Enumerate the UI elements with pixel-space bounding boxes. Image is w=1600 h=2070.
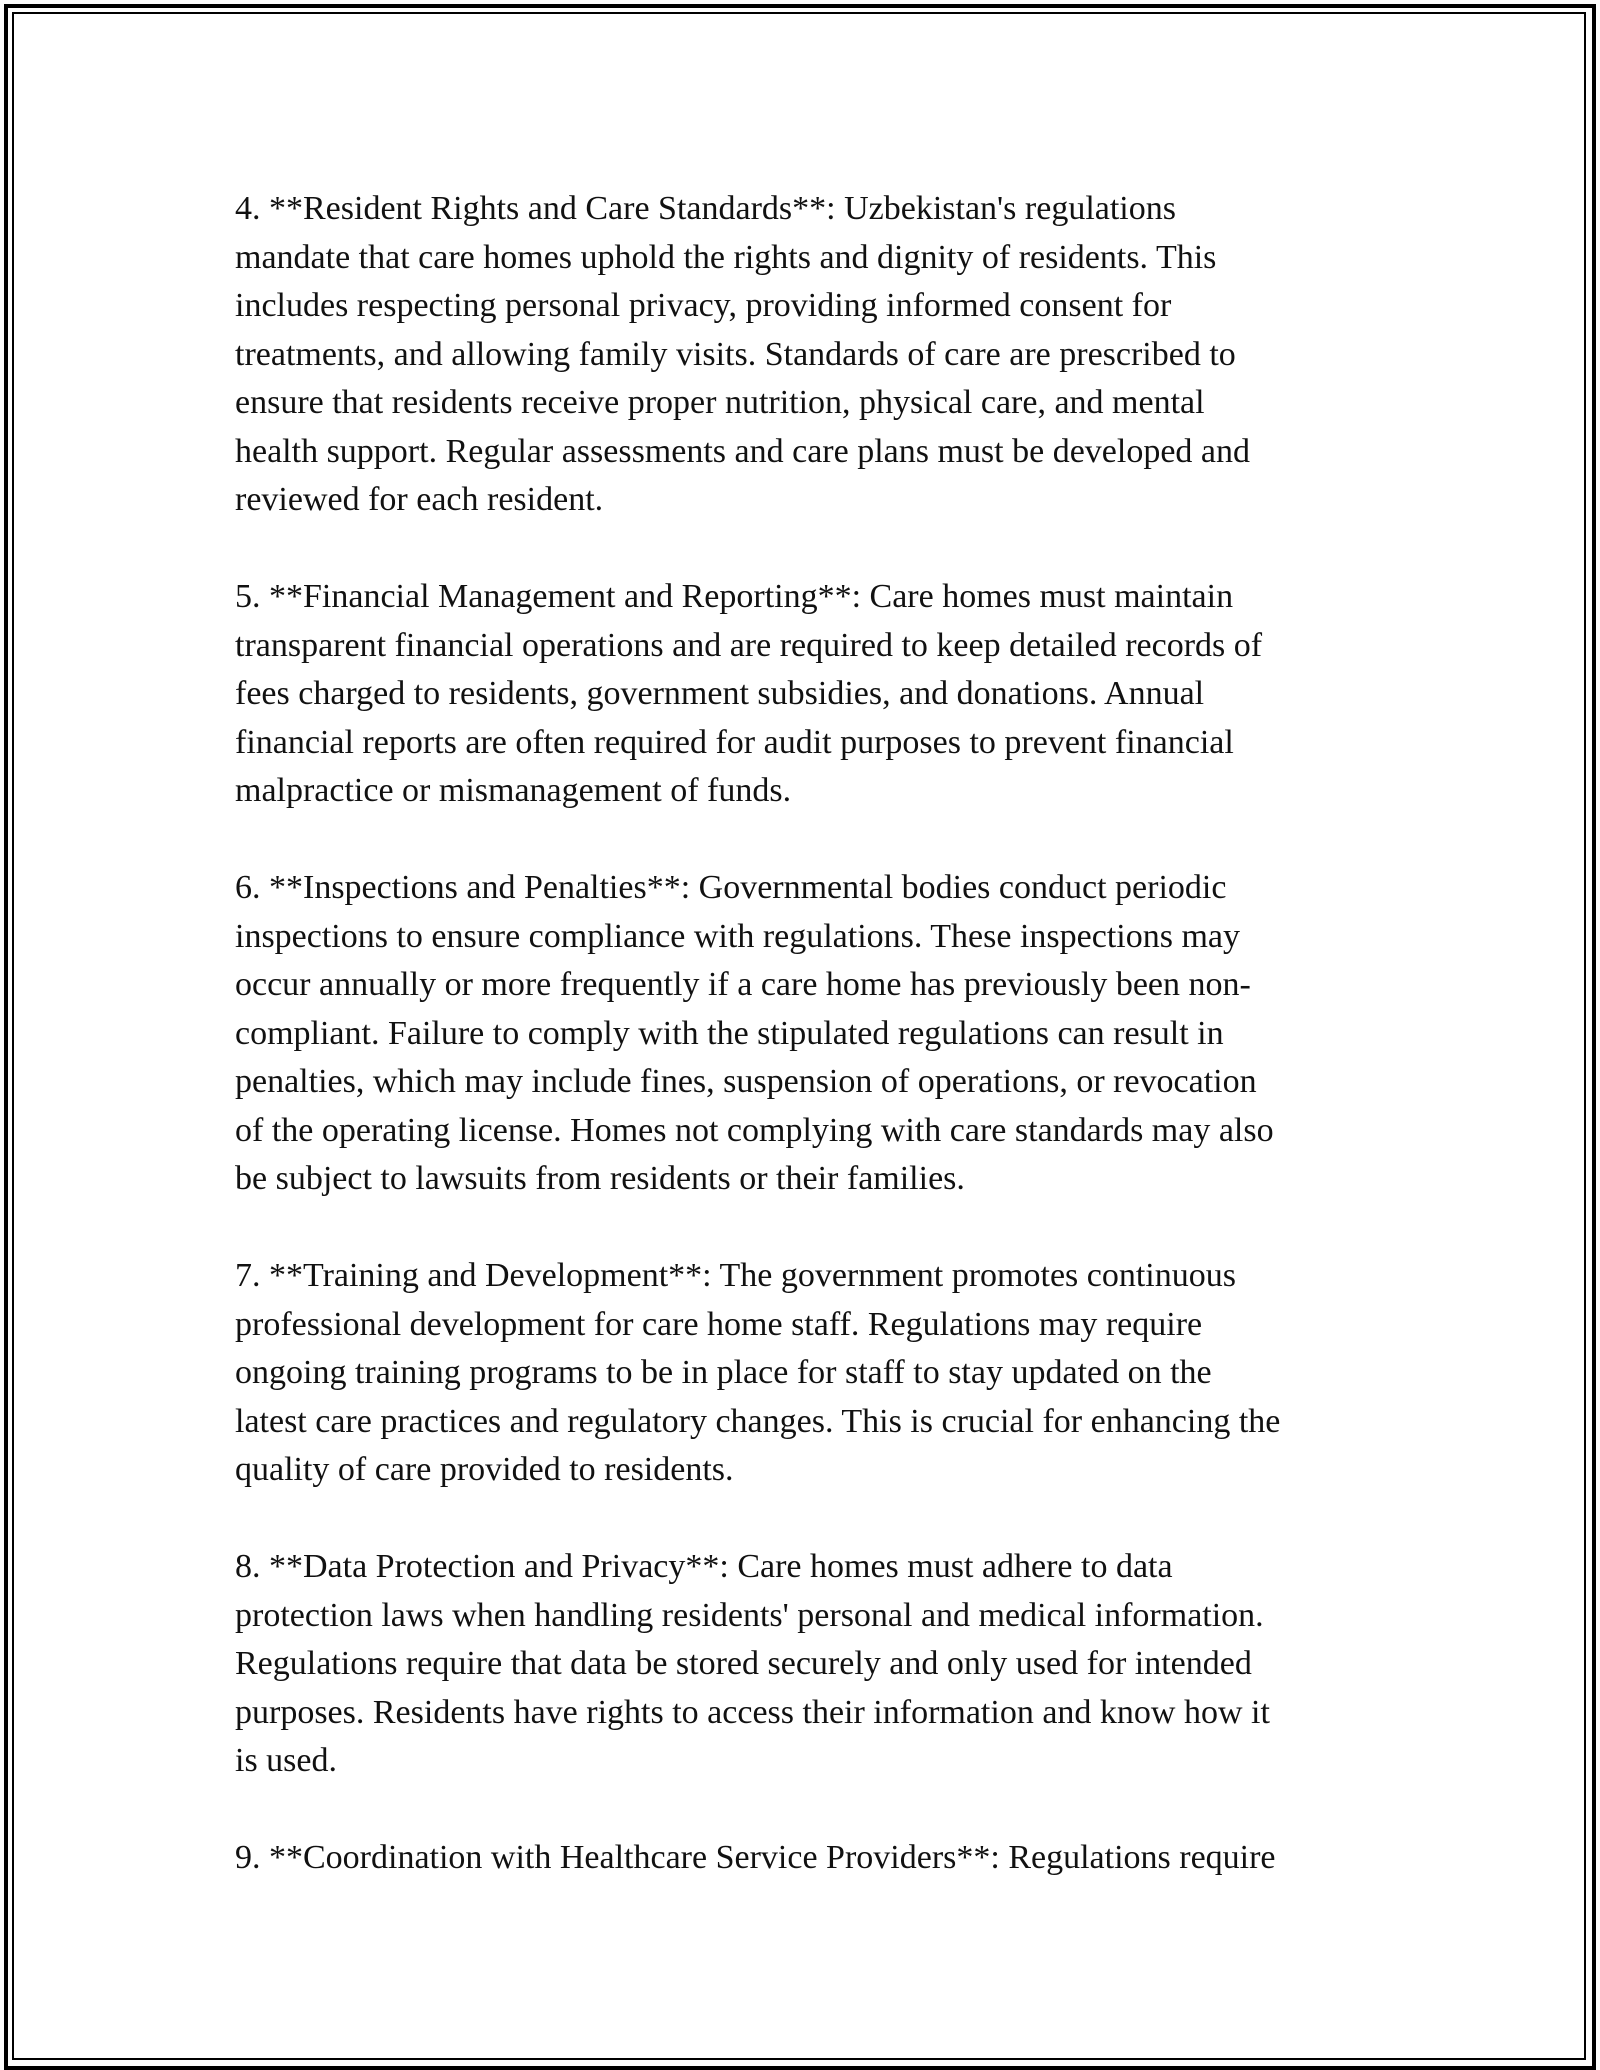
paragraph-resident-rights: [235, 185, 1375, 525]
text-line: 7. **Training and Development**: The government promotes continuous: [235, 1257, 1236, 1294]
text-line: 4. **Resident Rights and Care Standards**: Uzbekistan's regulations: [235, 190, 1176, 227]
text-line: ongoing training programs to be in place for staff to stay updated on the: [235, 1354, 1212, 1391]
paragraph-healthcare-coordination: [235, 1834, 1375, 1883]
text-line: be subject to lawsuits from residents or their families.: [235, 1160, 965, 1197]
text-line: malpractice or mismanagement of funds.: [235, 772, 792, 809]
text-line: penalties, which may include fines, suspension of operations, or revocation: [235, 1063, 1257, 1100]
text-line: is used.: [235, 1742, 337, 1779]
text-line: compliant. Failure to comply with the stipulated regulations can result in: [235, 1014, 1224, 1052]
text-line: occur annually or more frequently if a care home has previously been non-: [235, 966, 1251, 1003]
text-line: reviewed for each resident.: [235, 481, 604, 518]
text-line: 5. **Financial Management and Reporting**: Care homes must maintain: [235, 578, 1234, 615]
text-line: of the operating license. Homes not complying with care standards may also: [235, 1111, 1274, 1149]
paragraph-inspections-penalties: [235, 864, 1375, 1204]
text-line: includes respecting personal privacy, providing informed consent for: [235, 287, 1172, 324]
paragraph-training-development: [235, 1252, 1375, 1495]
text-line: 8. **Data Protection and Privacy**: Care homes must adhere to data: [235, 1548, 1173, 1585]
text-line: 9. **Coordination with Healthcare Service Providers**: Regulations require: [235, 1839, 1276, 1876]
text-line: Regulations require that data be stored securely and only used for intended: [235, 1645, 1252, 1682]
document-body: [235, 185, 1375, 1931]
text-line: financial reports are often required for audit purposes to prevent financial: [235, 723, 1234, 761]
text-line: fees charged to residents, government subsidies, and donations. Annual: [235, 675, 1205, 712]
text-line: treatments, and allowing family visits. Standards of care are prescribed to: [235, 335, 1236, 373]
paragraph-financial-management: [235, 573, 1375, 816]
text-line: health support. Regular assessments and care plans must be developed and: [235, 432, 1251, 470]
text-line: ensure that residents receive proper nutrition, physical care, and mental: [235, 384, 1205, 421]
text-line: transparent financial operations and are required to keep detailed records of: [235, 626, 1263, 664]
text-line: professional development for care home staff. Regulations may require: [235, 1305, 1203, 1343]
text-line: latest care practices and regulatory changes. This is crucial for enhancing the: [235, 1402, 1281, 1440]
text-line: quality of care provided to residents.: [235, 1451, 734, 1488]
text-line: inspections to ensure compliance with regulations. These inspections may: [235, 917, 1240, 955]
text-line: 6. **Inspections and Penalties**: Governmental bodies conduct periodic: [235, 869, 1227, 906]
text-line: protection laws when handling residents' personal and medical information.: [235, 1596, 1264, 1634]
text-line: purposes. Residents have rights to access their information and know how it: [235, 1693, 1270, 1731]
paragraph-data-protection: [235, 1543, 1375, 1786]
text-line: mandate that care homes uphold the rights and dignity of residents. This: [235, 238, 1217, 276]
